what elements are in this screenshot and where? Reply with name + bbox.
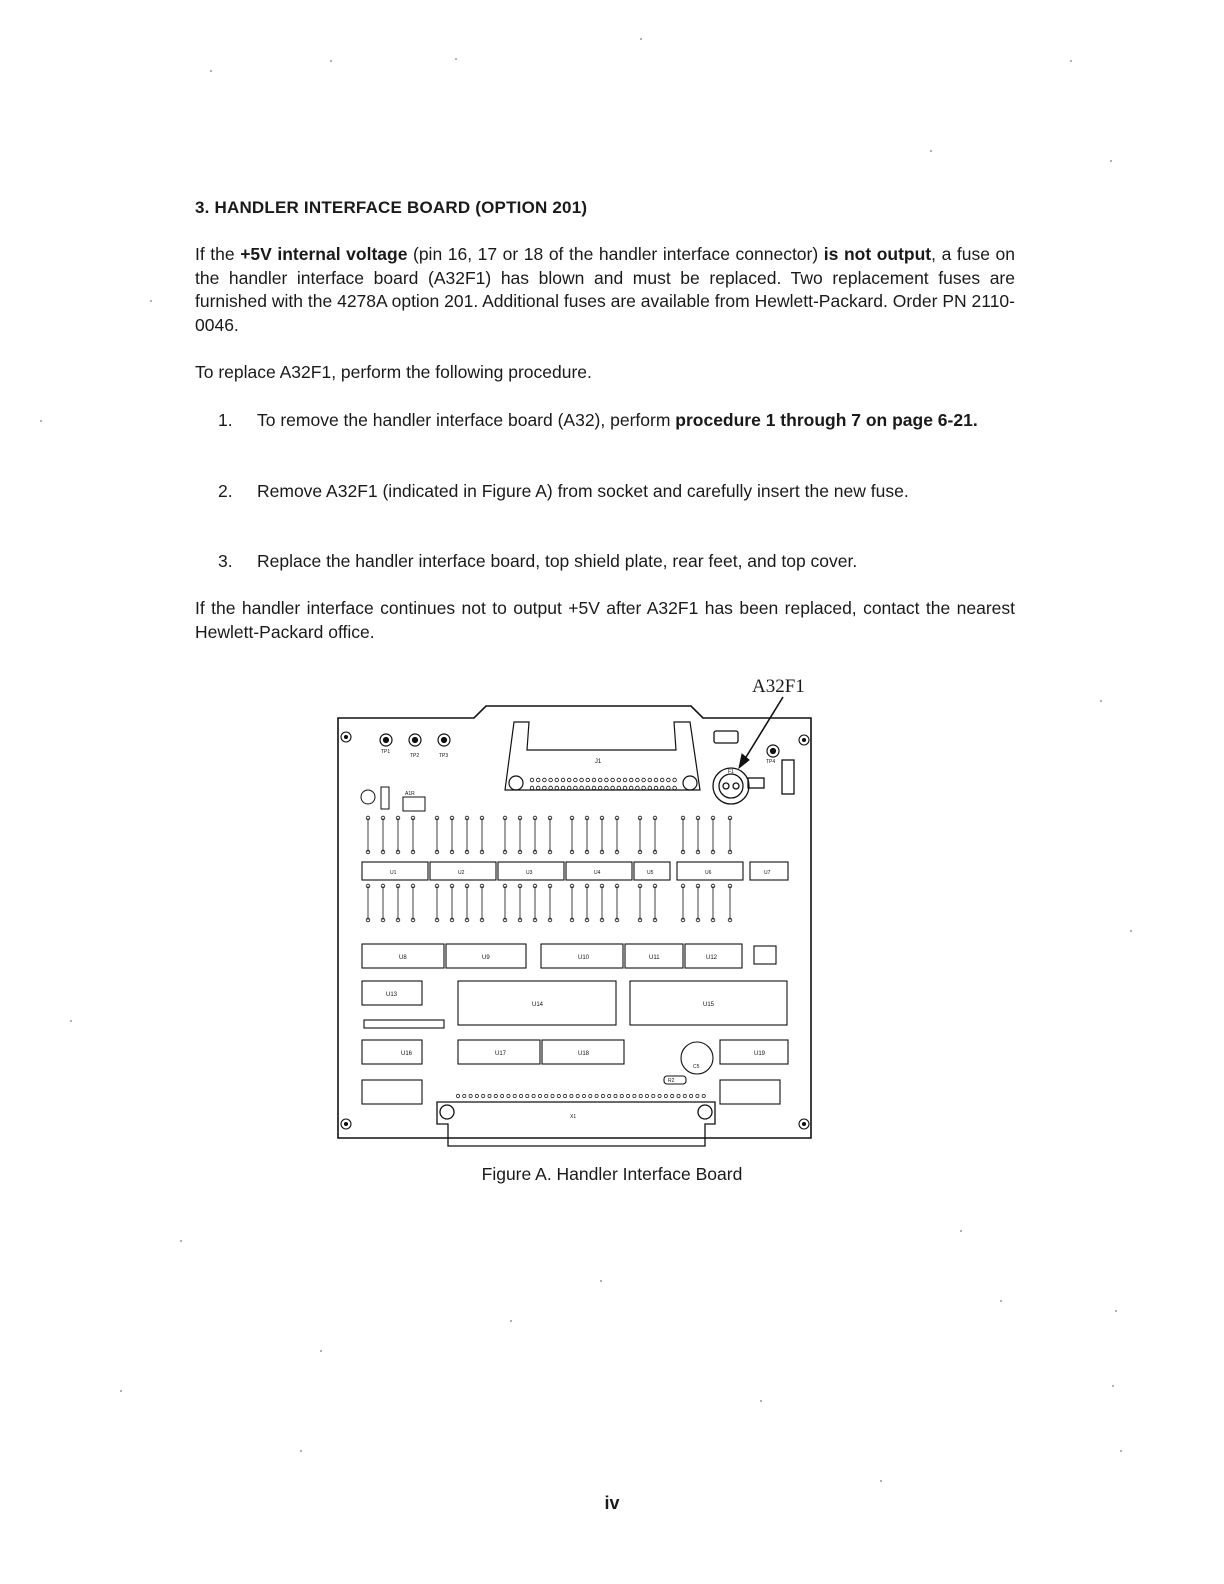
u3-label: U3 (526, 870, 533, 876)
j1-pin (580, 786, 584, 790)
u18-label: U18 (578, 1051, 590, 1057)
u7-label: U7 (764, 870, 771, 876)
x1-pin (475, 1094, 478, 1097)
scan-speck (1100, 700, 1102, 702)
x1-pin (671, 1094, 674, 1097)
j1-pin (629, 778, 633, 782)
x1-pin (551, 1094, 554, 1097)
paragraph-contact: If the handler interface continues not to output +5V after A32F1 has been replaced, contact the nearest Hewlett-Packard office. (195, 598, 1015, 642)
text-run: . (972, 410, 978, 430)
x1-pin (677, 1094, 680, 1097)
x1-pin (702, 1094, 705, 1097)
j1-pin (555, 786, 559, 790)
step-number: 1. (218, 410, 233, 430)
x1-pin (595, 1094, 598, 1097)
bold-run: procedure 1 through 7 on page 6-21 (675, 410, 973, 430)
j1-pin (536, 778, 540, 782)
j1-pin (660, 786, 664, 790)
text-run: To remove the handler interface board (A32), perform (257, 410, 676, 430)
x1-pin (576, 1094, 579, 1097)
j1-pin (543, 786, 547, 790)
u12-label: U12 (706, 955, 718, 961)
j1-pin (642, 786, 646, 790)
u8-label: U8 (399, 955, 407, 961)
step-text (257, 409, 1014, 433)
text-run: (pin 16, 17 or 18 of the handler interface connector) (407, 244, 824, 264)
x1-pin (664, 1094, 667, 1097)
u11-label: U11 (649, 955, 660, 961)
callout-arrow (743, 697, 783, 762)
resistor-bank-lower (366, 884, 732, 922)
ic-row-2 (362, 944, 776, 968)
scan-speck (1110, 160, 1112, 162)
u4-label: U4 (594, 870, 601, 876)
paragraph-fuse-description (195, 243, 1015, 337)
j1-pin (623, 786, 627, 790)
x1-pin (652, 1094, 655, 1097)
x1-pin (564, 1094, 567, 1097)
j1-pin (598, 778, 602, 782)
scan-speck (960, 1230, 962, 1232)
ic-row-3 (362, 981, 787, 1028)
j1-pin (580, 778, 584, 782)
scan-speck (300, 1450, 302, 1452)
text-run: If the (195, 244, 241, 264)
tp3-label: TP3 (439, 753, 449, 759)
j1-pin (617, 786, 621, 790)
j1-pin (605, 786, 609, 790)
j1-pin (530, 786, 534, 790)
u16-body (362, 1040, 422, 1064)
j1-pin (629, 786, 633, 790)
x1-pin (507, 1094, 510, 1097)
j1-connector (505, 722, 700, 790)
c5-label: C5 (693, 1064, 700, 1070)
u9-label: U9 (482, 955, 490, 961)
j1-pin (648, 786, 652, 790)
u6-label: U6 (705, 870, 712, 876)
scan-speck (455, 58, 457, 60)
u15-label: U15 (703, 1002, 715, 1008)
x1-pin (519, 1094, 522, 1097)
step-number: 2. (218, 481, 233, 501)
jumper-label: A1R (405, 791, 415, 797)
text-run: , a fuse on the handler interface board (A32F1) has blown and must be replaced. Two replacement fuses are furnished with the 4278A option 201. Additional fuses are available from Hewlett-Packard. Order PN 2110-0046. (195, 244, 1015, 335)
scan-speck (120, 1390, 122, 1392)
resistor-bank-upper (366, 816, 732, 854)
u16-label: U16 (401, 1051, 413, 1057)
figure-callout-label: A32F1 (752, 676, 805, 697)
scan-speck (880, 1480, 882, 1482)
scan-speck (1120, 1450, 1122, 1452)
j1-pin (673, 786, 677, 790)
scan-speck (510, 1320, 512, 1322)
a1r-resistor-network (364, 1020, 444, 1028)
j1-pin (536, 786, 540, 790)
scan-speck (930, 150, 932, 152)
section-heading: 3. HANDLER INTERFACE BOARD (OPTION 201) (195, 198, 588, 217)
j1-pin (574, 778, 578, 782)
scan-speck (180, 1240, 182, 1242)
x1-pin (557, 1094, 560, 1097)
scan-speck (640, 38, 642, 40)
scan-speck (320, 1350, 322, 1352)
u5-label: U5 (647, 870, 654, 876)
page-number: iv (604, 1493, 620, 1513)
x1-pin (482, 1094, 485, 1097)
j1-pin (543, 778, 547, 782)
j1-label: J1 (594, 759, 602, 765)
j1-pins (530, 778, 676, 790)
jumper-block (754, 946, 776, 964)
x1-pin (639, 1094, 642, 1097)
x1-pin (620, 1094, 623, 1097)
j1-pin (636, 778, 640, 782)
lower-right-ic (720, 1080, 780, 1104)
bold-run: +5V internal voltage (240, 244, 408, 264)
r2-label: R2 (668, 1078, 675, 1084)
j1-pin-row-top (530, 778, 676, 782)
x1-pin (501, 1094, 504, 1097)
j1-pin (617, 778, 621, 782)
j1-pin (574, 786, 578, 790)
x1-pin (589, 1094, 592, 1097)
j1-pin (549, 778, 553, 782)
j1-pin (561, 786, 565, 790)
tp3-dot (442, 738, 447, 743)
x1-pin (532, 1094, 535, 1097)
j1-pin (555, 778, 559, 782)
x1-pin (627, 1094, 630, 1097)
j1-pin (642, 778, 646, 782)
x1-pin (658, 1094, 661, 1097)
step-text: Replace the handler interface board, top shield plate, rear feet, and top cover. (257, 551, 858, 571)
figure-caption: Figure A. Handler Interface Board (481, 1164, 743, 1184)
j1-pin (605, 778, 609, 782)
j1-pin (592, 786, 596, 790)
scan-speck (1130, 930, 1132, 932)
scan-speck (1070, 60, 1072, 62)
x1-pin (570, 1094, 573, 1097)
u10-label: U10 (578, 955, 590, 961)
ic-row-1 (362, 862, 788, 880)
tp4-label: TP4 (766, 759, 776, 765)
x1-pin (513, 1094, 516, 1097)
lower-left-ic (362, 1080, 422, 1104)
u13-label: U13 (386, 992, 398, 998)
x1-pin (582, 1094, 585, 1097)
scan-speck (1000, 1300, 1002, 1302)
j1-pin (611, 786, 615, 790)
x1-pin (469, 1094, 472, 1097)
u1-label: U1 (390, 870, 397, 876)
x1-pin (683, 1094, 686, 1097)
x1-pin (526, 1094, 529, 1097)
x1-pin (690, 1094, 693, 1097)
j1-pin (654, 786, 658, 790)
tp2-dot (413, 738, 418, 743)
j1-pin (636, 786, 640, 790)
j1-pin (611, 778, 615, 782)
step-number: 3. (218, 551, 233, 571)
j1-pin (667, 778, 671, 782)
j1-pin (654, 778, 658, 782)
paragraph-procedure-intro: To replace A32F1, perform the following procedure. (195, 362, 592, 382)
scan-speck (40, 420, 42, 422)
x1-pin (696, 1094, 699, 1097)
j1-pin (567, 778, 571, 782)
scan-speck (330, 60, 332, 62)
u14-label: U14 (532, 1002, 544, 1008)
fuse-label: F1 (728, 769, 734, 775)
scan-speck (70, 1020, 72, 1022)
x1-pin (488, 1094, 491, 1097)
x1-pin (608, 1094, 611, 1097)
u19-label: U19 (754, 1051, 766, 1057)
tp4-dot (771, 749, 776, 754)
tp2-label: TP2 (410, 753, 420, 759)
j1-pin (598, 786, 602, 790)
j1-pin (586, 786, 590, 790)
scan-speck (1115, 1310, 1117, 1312)
scan-speck (600, 1280, 602, 1282)
x1-pin (456, 1094, 459, 1097)
u17-label: U17 (495, 1051, 507, 1057)
step-text: Remove A32F1 (indicated in Figure A) from socket and carefully insert the new fuse. (257, 481, 909, 501)
x1-pin (494, 1094, 497, 1097)
scan-speck (1112, 1385, 1114, 1387)
u2-label: U2 (458, 870, 465, 876)
j1-pin (586, 778, 590, 782)
tp1-dot (384, 738, 389, 743)
fuse-a32f1 (713, 731, 794, 804)
x1-pin (463, 1094, 466, 1097)
j1-pin (673, 778, 677, 782)
x1-label: X1 (570, 1114, 577, 1120)
j1-pin (667, 786, 671, 790)
ic-row-4 (362, 1040, 788, 1104)
j1-pin (549, 786, 553, 790)
x1-pin (545, 1094, 548, 1097)
j1-pin (561, 778, 565, 782)
circuit-board-diagram (330, 672, 820, 1152)
bold-run: is not output (823, 244, 932, 264)
x1-pin (645, 1094, 648, 1097)
x1-pin (633, 1094, 636, 1097)
scan-speck (150, 300, 152, 302)
j1-pin (660, 778, 664, 782)
j1-pin-row-bottom (530, 786, 676, 790)
j1-pin (567, 786, 571, 790)
tp1-label: TP1 (381, 749, 391, 755)
scan-speck (760, 1400, 762, 1402)
x1-pin (601, 1094, 604, 1097)
j1-pin (530, 778, 534, 782)
j1-pin (623, 778, 627, 782)
x1-pin (614, 1094, 617, 1097)
j1-pin (648, 778, 652, 782)
j1-pin (592, 778, 596, 782)
x1-pin (538, 1094, 541, 1097)
small-parts-upper-left (361, 787, 425, 811)
scan-speck (210, 70, 212, 72)
